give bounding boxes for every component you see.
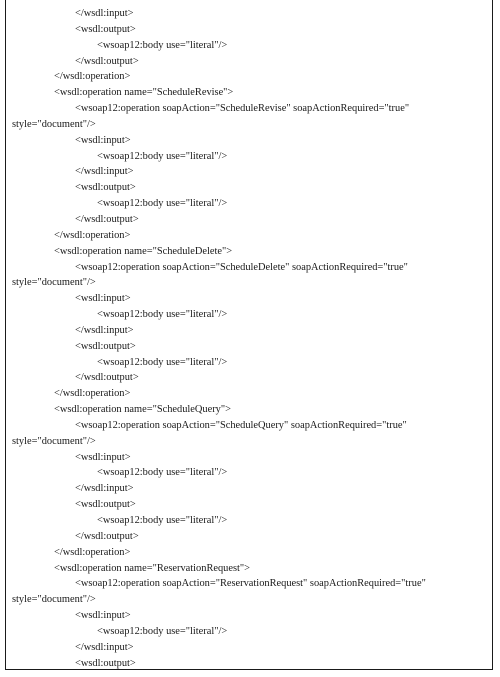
code-line: <wsdl:operation name="ScheduleRevise"> xyxy=(54,87,234,99)
code-line: <wsdl:input> xyxy=(75,293,131,305)
code-line: style="document"/> xyxy=(12,594,96,606)
code-line: </wsdl:input> xyxy=(75,483,134,495)
code-line: </wsdl:output> xyxy=(75,213,139,225)
code-line: </wsdl:input> xyxy=(75,166,134,178)
code-line: </wsdl:operation> xyxy=(54,71,131,83)
code-line: <wsdl:operation name="ScheduleQuery"> xyxy=(54,404,231,416)
code-line: <wsdl:output> xyxy=(75,657,136,669)
code-line: <wsoap12:operation soapAction="ScheduleDelete" soapActionRequired="true" xyxy=(75,261,408,273)
code-line: </wsdl:output> xyxy=(75,372,139,384)
code-line: <wsdl:operation name="ReservationRequest"> xyxy=(54,562,251,574)
code-line: </wsdl:input> xyxy=(75,641,134,653)
code-line: <wsoap12:body use="literal"/> xyxy=(97,515,228,526)
code-line: <wsoap12:body use="literal"/> xyxy=(97,39,228,51)
code-line: <wsdl:output> xyxy=(75,23,136,35)
code-line: <wsoap12:operation soapAction="ScheduleRevise" soapActionRequired="true" xyxy=(75,103,410,115)
code-line: <wsdl:input> xyxy=(75,451,131,463)
code-line: <wsoap12:operation soapAction="ReservationRequest" soapActionRequired="true" xyxy=(75,578,426,590)
code-line: <wsoap12:body use="literal"/> xyxy=(97,309,228,321)
code-line: <wsdl:output> xyxy=(75,182,136,194)
code-line: <wsdl:input> xyxy=(75,134,131,146)
code-line: </wsdl:input> xyxy=(75,8,134,19)
code-line: <wsoap12:body use="literal"/> xyxy=(97,198,228,210)
code-line: <wsoap12:body use="literal"/> xyxy=(97,150,228,162)
code-line: <wsoap12:body use="literal"/> xyxy=(97,467,228,479)
code-line: </wsdl:operation> xyxy=(54,229,131,241)
code-line: <wsdl:operation name="ScheduleDelete"> xyxy=(54,245,233,257)
code-line: </wsdl:operation> xyxy=(54,546,131,558)
code-line: <wsoap12:operation soapAction="ScheduleQuery" soapActionRequired="true" xyxy=(75,419,407,431)
code-line: style="document"/> xyxy=(12,118,96,130)
code-line: <wsoap12:body use="literal"/> xyxy=(97,356,228,368)
code-line: </wsdl:output> xyxy=(75,55,139,67)
code-line: <wsdl:output> xyxy=(75,340,136,352)
code-line: <wsdl:input> xyxy=(75,610,131,622)
code-line: </wsdl:input> xyxy=(75,324,134,336)
code-line: style="document"/> xyxy=(12,277,96,289)
code-line: <wsoap12:body use="literal"/> xyxy=(97,625,228,637)
wsdl-code-listing xyxy=(6,6,492,671)
code-line: <wsdl:output> xyxy=(75,499,136,511)
code-line: </wsdl:operation> xyxy=(54,388,131,400)
code-listing-frame xyxy=(5,0,493,670)
code-line: </wsdl:output> xyxy=(75,530,139,542)
code-line: style="document"/> xyxy=(12,435,96,447)
